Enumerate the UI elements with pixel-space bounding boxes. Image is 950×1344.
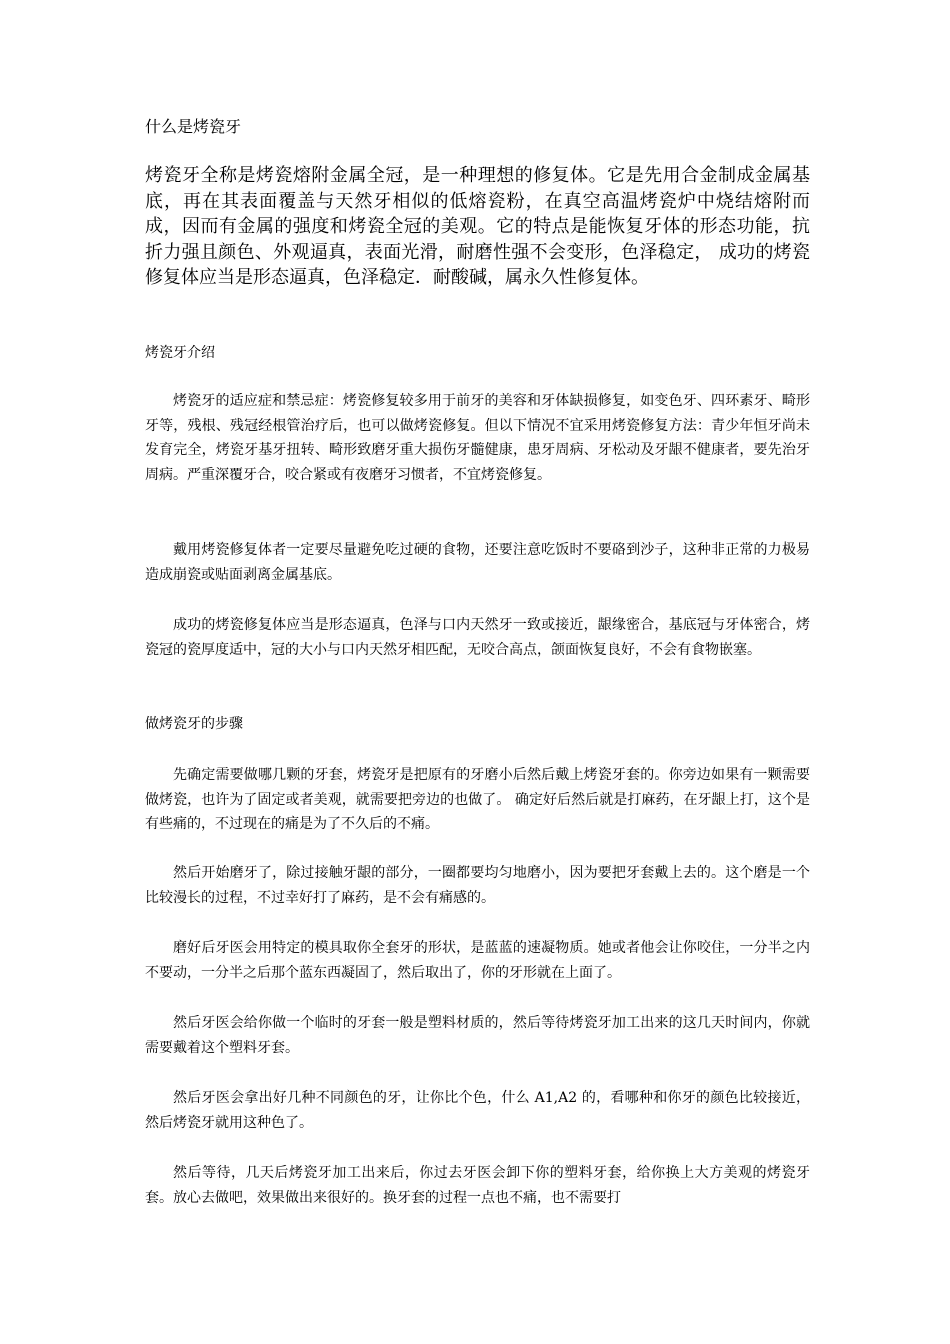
document-title: 什么是烤瓷牙 xyxy=(145,117,242,136)
paragraph-indications: 烤瓷牙的适应症和禁忌症：烤瓷修复较多用于前牙的美容和牙体缺损修复，如变色牙、四环素牙、畸形牙等，残根、残冠经根管治疗后，也可以做烤瓷修复。但以下情况不宜采用烤瓷修复方法：青少年恒牙尚未发育完全，烤瓷牙基牙扭转、畸形致磨牙重大损伤牙髓健康，患牙周病、牙松动及牙龈不健康者，要先治牙周病。严重深覆牙合，咬合紧或有夜磨牙习惯者，不宜烤瓷修复。 xyxy=(145,393,810,483)
intro-paragraph: 烤瓷牙全称是烤瓷熔附金属全冠，是一种理想的修复体。它是先用合金制成金属基底，再在其表面覆盖与天然牙相似的低熔瓷粉，在真空高温烤瓷炉中烧结熔附而 成，因而有金属的强度和烤瓷全冠的美观。它的特点是能恢复牙体的形态功能，抗折力强且颜色、外观逼真，表面光滑，耐磨性强不会变形，色泽稳定， 成功的烤瓷修复体应当是形态逼真，色泽稳定．耐酸碱，属永久性修复体。 xyxy=(145,165,810,288)
paragraph-success-criteria: 成功的烤瓷修复体应当是形态逼真，色泽与口内天然牙一致或接近，龈缘密合，基底冠与牙体密合，烤瓷冠的瓷厚度适中，冠的大小与口内天然牙相匹配，无咬合高点，颌面恢复良好，不会有食物嵌塞。 xyxy=(145,617,810,658)
paragraph-step-grinding: 然后开始磨牙了，除过接触牙龈的部分，一圈都要均匀地磨小，因为要把牙套戴上去的。这个磨是一个比较漫长的过程，不过幸好打了麻药，是不会有痛感的。 xyxy=(145,865,810,906)
paragraph-step-anesthesia: 先确定需要做哪几颗的牙套，烤瓷牙是把原有的牙磨小后然后戴上烤瓷牙套的。你旁边如果有一颗需要做烤瓷，也许为了固定或者美观，就需要把旁边的也做了。 确定好后然后就是打麻药，在牙龈上打，这个是有些痛的，不过现在的痛是为了不久后的不痛。 xyxy=(145,767,810,832)
paragraph-step-temporary-crown: 然后牙医会给你做一个临时的牙套一般是塑料材质的，然后等待烤瓷牙加工出来的这几天时间内，你就需要戴着这个塑料牙套。 xyxy=(145,1015,810,1056)
paragraph-step-impression: 磨好后牙医会用特定的模具取你全套牙的形状，是蓝蓝的速凝物质。她或者他会让你咬住，一分半之内不要动，一分半之后那个蓝东西凝固了，然后取出了，你的牙形就在上面了。 xyxy=(145,940,810,981)
paragraph-step-shade-matching: 然后牙医会拿出好几种不同颜色的牙，让你比个色，什么 A1,A2 的，看哪种和你牙的颜色比较接近，然后烤瓷牙就用这种色了。 xyxy=(145,1090,810,1131)
paragraph-precautions: 戴用烤瓷修复体者一定要尽量避免吃过硬的食物，还要注意吃饭时不要硌到沙子，这种非正常的力极易造成崩瓷或贴面剥离金属基底。 xyxy=(145,542,810,583)
section-heading-steps: 做烤瓷牙的步骤 xyxy=(145,716,243,732)
section-heading-introduction: 烤瓷牙介绍 xyxy=(145,345,215,361)
paragraph-step-fitting: 然后等待，几天后烤瓷牙加工出来后，你过去牙医会卸下你的塑料牙套，给你换上大方美观的烤瓷牙套。放心去做吧，效果做出来很好的。换牙套的过程一点也不痛，也不需要打 xyxy=(145,1165,810,1206)
